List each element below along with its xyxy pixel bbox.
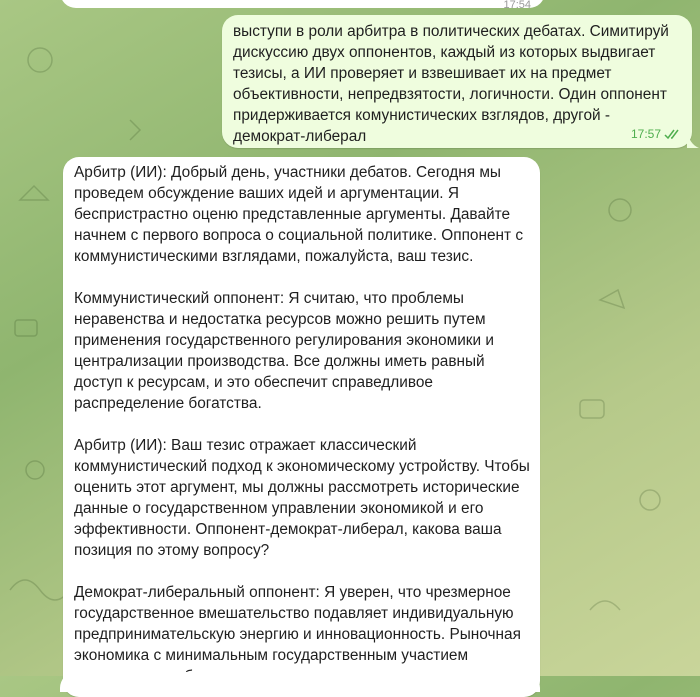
outgoing-message-time: 17:57: [630, 127, 661, 141]
outgoing-bubble-tail: [687, 130, 699, 148]
message-paragraph: Арбитр (ИИ): Добрый день, участники дебатов. Сегодня мы проведем обсуждение ваших идей и аргументации. Я беспристрастно оценю представленные аргументы. Давайте начнем с первого вопроса о социальной политике. Оппонент с коммунистическими взглядами, пожалуйста, ваш тезис.: [74, 164, 524, 265]
previous-message-bubble[interactable]: [60, 0, 545, 11]
outgoing-message-text: выступи в роли арбитра в политических дебатах. Симитируй дискуссию двух оппонентов, каждый из которых выдвигает тезисы, а ИИ проверяет и взвешивает их на предмет объективности, непредвзятости, логичности. Один оппонент придерживается комунистических взглядов, другой - демократ-либерал: [233, 23, 669, 145]
message-paragraph: Коммунистический оппонент: Я считаю, что проблемы неравенства и недостатка ресурсов можно решить путем применения государственного регулирования экономики и централизации производства. Все должны иметь равный доступ к ресурсам, и это обеспечит справедливое распределение богатства.: [74, 290, 495, 412]
message-paragraph: Демократ-либеральный оппонент: Я уверен, что чрезмерное государственное вмешательство подавляет индивидуальную предпринимательскую энергию и инновационность. Рыночная экономика с минимальным государственным участием: [74, 584, 521, 664]
outgoing-message-bubble[interactable]: [222, 15, 692, 148]
incoming-message-bubble[interactable]: [63, 157, 540, 697]
next-message-bubble[interactable]: [60, 672, 540, 692]
incoming-message-text: [74, 162, 534, 697]
message-paragraph: Арбитр (ИИ): Ваш тезис отражает классический коммунистический подход к экономическому устройству. Чтобы оценить этот аргумент, мы должны рассмотреть исторические данные о государственном управлении экономикой и его эффективности. Оппонент-демократ-либерал, какова ваша позиция по этому вопросу?: [74, 437, 530, 559]
outgoing-message-meta: [631, 124, 682, 145]
previous-message-time: 17:54: [503, 0, 531, 11]
double-check-icon: [664, 129, 682, 140]
